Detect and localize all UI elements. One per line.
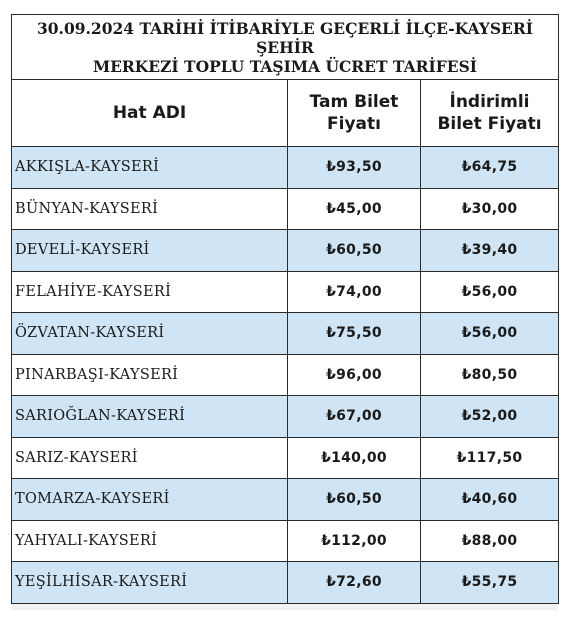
table-row: [12, 188, 559, 230]
discount-fare-cell: ₺88,00: [421, 520, 559, 562]
full-fare-cell: ₺75,50: [288, 313, 421, 355]
full-fare-cell: ₺112,00: [288, 520, 421, 562]
table-row: [12, 562, 559, 604]
table-title: [12, 15, 559, 80]
full-fare-cell: ₺140,00: [288, 437, 421, 479]
discount-fare-cell: ₺40,60: [421, 479, 559, 521]
table-title-line-1: 30.09.2024 TARİHİ İTİBARİYLE GEÇERLİ İLÇE-KAYSERİ ŞEHİR: [36, 18, 534, 57]
column-header-discount-fare: [421, 80, 559, 147]
route-name-cell: PINARBAŞI-KAYSERİ: [12, 354, 288, 396]
discount-fare-cell: ₺56,00: [421, 313, 559, 355]
fare-tariff-table: [11, 14, 559, 604]
column-header-discount-fare-line-1: İndirimli: [449, 92, 530, 112]
table-title-line-2: MERKEZİ TOPLU TAŞIMA ÜCRET TARİFESİ: [92, 56, 478, 76]
column-header-full-fare-line-1: Tam Bilet: [309, 92, 399, 112]
column-header-full-fare: [288, 80, 421, 147]
discount-fare-cell: ₺64,75: [421, 147, 559, 189]
route-name-cell: SARIOĞLAN-KAYSERİ: [12, 396, 288, 438]
discount-fare-cell: ₺30,00: [421, 188, 559, 230]
table-row: [12, 271, 559, 313]
full-fare-cell: ₺45,00: [288, 188, 421, 230]
route-name-cell: TOMARZA-KAYSERİ: [12, 479, 288, 521]
table-row: [12, 520, 559, 562]
full-fare-cell: ₺74,00: [288, 271, 421, 313]
table-row: [12, 147, 559, 189]
full-fare-cell: ₺60,50: [288, 230, 421, 272]
route-name-cell: YEŞİLHİSAR-KAYSERİ: [12, 562, 288, 604]
route-name-cell: DEVELİ-KAYSERİ: [12, 230, 288, 272]
discount-fare-cell: ₺117,50: [421, 437, 559, 479]
table-row: [12, 396, 559, 438]
full-fare-cell: ₺72,60: [288, 562, 421, 604]
column-header-full-fare-line-2: Fiyatı: [327, 114, 381, 134]
discount-fare-cell: ₺55,75: [421, 562, 559, 604]
discount-fare-cell: ₺80,50: [421, 354, 559, 396]
table-row: [12, 437, 559, 479]
column-header-line-name: Hat ADI: [12, 80, 288, 147]
route-name-cell: SARIZ-KAYSERİ: [12, 437, 288, 479]
table-row: [12, 479, 559, 521]
table-row: [12, 313, 559, 355]
full-fare-cell: ₺96,00: [288, 354, 421, 396]
discount-fare-cell: ₺56,00: [421, 271, 559, 313]
route-name-cell: YAHYALI-KAYSERİ: [12, 520, 288, 562]
route-name-cell: AKKIŞLA-KAYSERİ: [12, 147, 288, 189]
table-row: [12, 354, 559, 396]
column-header-discount-fare-line-2: Bilet Fiyatı: [437, 114, 542, 134]
full-fare-cell: ₺60,50: [288, 479, 421, 521]
full-fare-cell: ₺67,00: [288, 396, 421, 438]
discount-fare-cell: ₺52,00: [421, 396, 559, 438]
table-row: [12, 230, 559, 272]
route-name-cell: ÖZVATAN-KAYSERİ: [12, 313, 288, 355]
route-name-cell: FELAHİYE-KAYSERİ: [12, 271, 288, 313]
discount-fare-cell: ₺39,40: [421, 230, 559, 272]
route-name-cell: BÜNYAN-KAYSERİ: [12, 188, 288, 230]
full-fare-cell: ₺93,50: [288, 147, 421, 189]
